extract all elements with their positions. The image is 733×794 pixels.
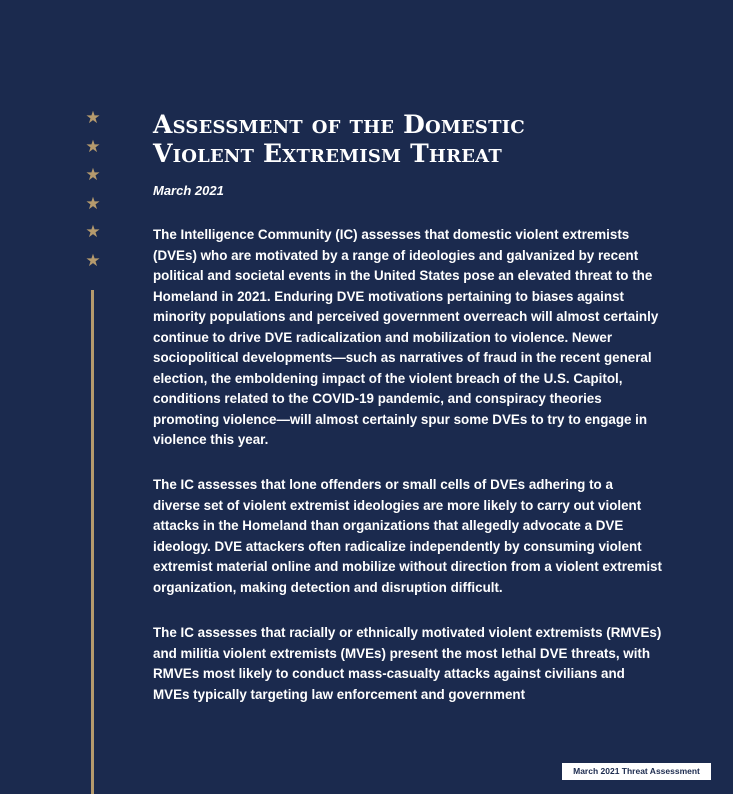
star-column xyxy=(84,110,102,281)
page-title-line-1: Assessment of the Domestic xyxy=(153,110,525,139)
publication-date: March 2021 xyxy=(153,183,224,198)
page-title xyxy=(153,110,673,168)
body-paragraph-1: The Intelligence Community (IC) assesses that domestic violent extremists (DVEs) who are motivated by a range of ideologies and galvanized by recent political and societal events in the United States pose an elevated threat to the Homeland in 2021. Enduring DVE motivations pertaining to biases against minority populations and perceived government overreach will almost certainly continue to drive DVE radicalization and mobilization to violence. Newer sociopolitical developments—such as narratives of fraud in the recent general election, the emboldening impact of the violent breach of the U.S. Capitol, conditions related to the COVID-19 pandemic, and conspiracy theories promoting violence—will almost certainly spur some DVEs to try to engage in violence this year. xyxy=(153,227,659,447)
star-icon: ★ xyxy=(85,136,101,157)
star-icon: ★ xyxy=(85,108,101,128)
star-icon: ★ xyxy=(85,250,101,271)
footer-badge: March 2021 Threat Assessment xyxy=(562,763,711,780)
body-paragraph-3: The IC assesses that racially or ethnically motivated violent extremists (RMVEs) and militia violent extremists (MVEs) present the most lethal DVE threats, with RMVEs most likely to conduct mass-casualty attacks against civilians and MVEs typically targeting law enforcement and government xyxy=(153,625,662,702)
vertical-gold-rule xyxy=(91,290,94,794)
page-title-line-2: Violent Extremism Threat xyxy=(153,139,502,168)
star-icon: ★ xyxy=(85,222,101,242)
star-icon: ★ xyxy=(85,165,101,185)
star-icon: ★ xyxy=(85,193,101,214)
body-paragraph-2: The IC assesses that lone offenders or small cells of DVEs adhering to a diverse set of violent extremist ideologies are more likely to carry out violent attacks in the Homeland than organizations that allegedly advocate a DVE ideology. DVE attackers often radicalize independently by consuming violent extremist material online and mobilize without direction from a violent extremist organization, making detection and disruption difficult. xyxy=(153,477,662,595)
